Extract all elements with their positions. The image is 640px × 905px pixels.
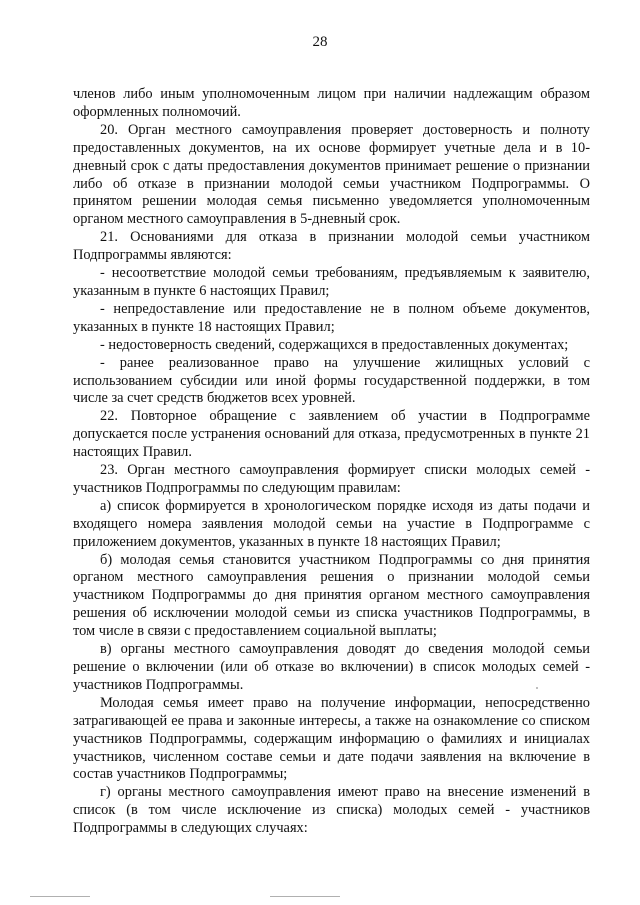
list-item: - ранее реализованное право на улучшение жилищных условий с использованием субсидии или иной формы государственной поддержки, в том числе за счет средств бюджетов всех уровней. [73,354,590,407]
scan-speck [536,687,538,689]
list-item: - несоответствие молодой семьи требованиям, предъявляемым к заявителю, указанным в пункте 6 настоящих Правил; [73,265,590,299]
list-item: а) список формируется в хронологическом порядке исходя из даты подачи и входящего номера заявления молодой семьи на участие в Подпрограмме с приложением документов, указанных в пункте 18 настоящих Правил; [73,497,590,550]
paragraph: членов либо иным уполномоченным лицом при наличии надлежащим образом оформленных полномочий. [73,86,590,120]
paragraph: Молодая семья имеет право на получение информации, непосредственно затрагивающей ее права и законные интересы, а также на ознакомление со списком участников Подпрограммы, содержащим информацию о фамилиях и инициалах участников, численном составе семьи и дате подачи заявления на включение в состав участников Подпрограммы; [73,694,590,783]
list-item: - непредоставление или предоставление не в полном объеме документов, указанных в пункте 18 настоящих Правил; [73,300,590,335]
list-item: в) органы местного самоуправления доводят до сведения молодой семьи решение о включении (или об отказе во включении) в список молодых семей - участников Подпрограммы. [73,641,590,693]
list-item: г) органы местного самоуправления имеют право на внесение изменений в список (в том числе исключение из списка) молодых семей - участников Подпрограммы в следующих случаях: [73,784,590,837]
list-item: б) молодая семья становится участником Подпрограммы со дня принятия органом местного самоуправления решения о признании молодой семьи участником Подпрограммы до дня принятия органом местного самоуправления решения об исключении молодой семьи из списка участников Подпрограммы, в том числе в связи с предоставлением социальной выплаты; [73,551,590,640]
paragraph: 22. Повторное обращение с заявлением об участии в Подпрограмме допускается после устранения оснований для отказа, предусмотренных в пункте 21 настоящих Правил. [73,408,590,461]
document-body [73,86,590,838]
paragraph: 20. Орган местного самоуправления проверяет достоверность и полноту предоставленных документов, на их основе формирует учетные дела и в 10-дневный срок с даты предоставления документов принимает решение о признании либо об отказе в признании молодой семьи участником Подпрограммы. О принятом решении молодая семья письменно уведомляется уполномоченным органом местного самоуправления в 5-дневный срок. [73,121,590,228]
paragraph: 23. Орган местного самоуправления формирует списки молодых семей - участников Подпрограммы по следующим правилам: [73,462,590,496]
page-number: 28 [312,34,328,50]
paragraph: 21. Основаниями для отказа в признании молодой семьи участником Подпрограммы являются: [73,229,590,264]
list-item: - недостоверность сведений, содержащихся в предоставленных документах; [100,336,569,353]
scan-edge-line [30,896,90,897]
scan-edge-line [270,896,340,897]
